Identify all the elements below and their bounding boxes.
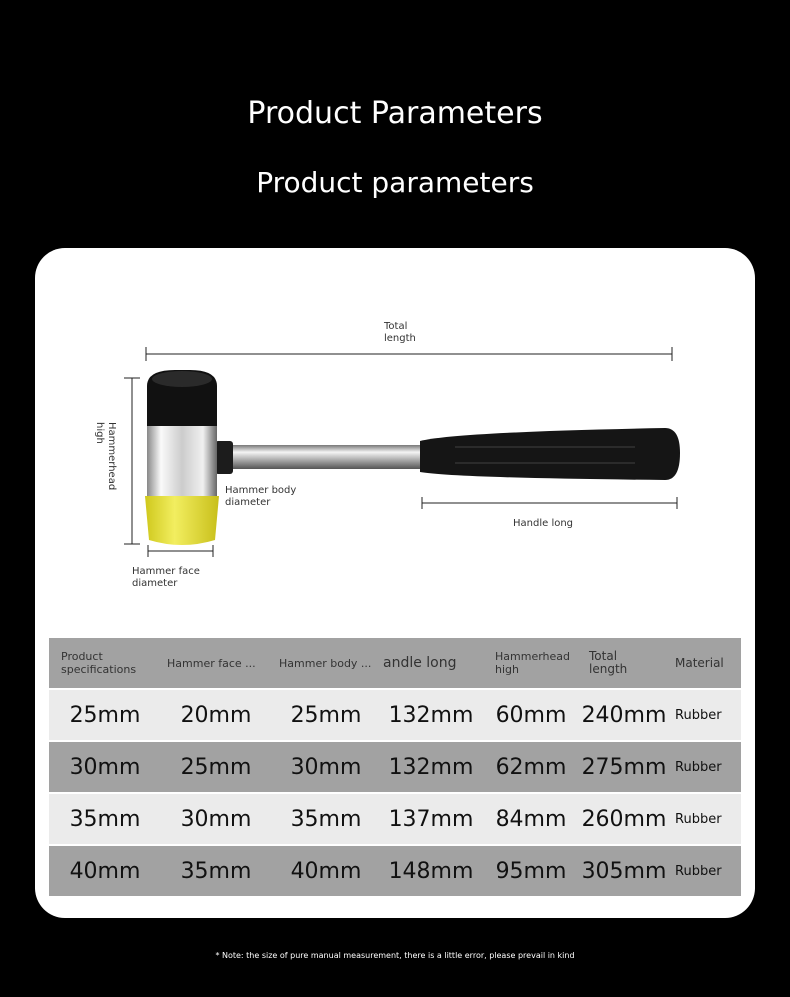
header-hammer-face: Hammer face ... <box>167 656 256 670</box>
cell-material: Rubber <box>675 863 722 879</box>
cell-spec: 25mm <box>69 702 141 728</box>
parameters-table <box>49 638 741 898</box>
table-row <box>49 794 741 844</box>
hammer-collar <box>215 441 233 474</box>
cell-material: Rubber <box>675 759 722 775</box>
cell-total: 305mm <box>581 858 667 884</box>
hammerhead-high-dimension <box>124 378 140 544</box>
table-header <box>49 638 741 688</box>
cell-face: 20mm <box>180 702 252 728</box>
header-material: Material <box>675 655 724 670</box>
cell-total: 275mm <box>581 754 667 780</box>
parameters-card <box>35 248 755 918</box>
cell-spec: 40mm <box>69 858 141 884</box>
cell-material: Rubber <box>675 811 722 827</box>
page-subtitle: Product parameters <box>256 166 534 199</box>
header-handle-long: andle long <box>383 654 457 671</box>
cell-material: Rubber <box>675 707 722 723</box>
table-row <box>49 690 741 740</box>
hammer-body <box>147 420 217 508</box>
header-specifications: Product specifications <box>61 650 137 676</box>
table-row <box>49 742 741 792</box>
page-title: Product Parameters <box>247 96 543 131</box>
cell-handle: 132mm <box>388 702 474 728</box>
cell-body: 35mm <box>290 806 362 832</box>
cell-spec: 35mm <box>69 806 141 832</box>
cell-body: 30mm <box>290 754 362 780</box>
hammer-grip <box>420 428 680 480</box>
hammer-face-dimension <box>148 545 213 557</box>
header-total-length: Total length <box>589 649 628 676</box>
hammer-shaft <box>225 445 430 469</box>
cell-head-high: 95mm <box>495 858 567 884</box>
cell-face: 25mm <box>180 754 252 780</box>
cell-total: 260mm <box>581 806 667 832</box>
measurement-note: * Note: the size of pure manual measurement, there is a little error, please prevail in kind <box>215 951 575 960</box>
hammer-body-diameter-label: Hammer body diameter <box>225 485 297 508</box>
cell-face: 35mm <box>180 858 252 884</box>
cell-handle: 137mm <box>388 806 474 832</box>
cell-body: 25mm <box>290 702 362 728</box>
cell-body: 40mm <box>290 858 362 884</box>
handle-long-dimension <box>422 497 677 509</box>
hammer-diagram <box>35 248 755 628</box>
cell-spec: 30mm <box>69 754 141 780</box>
cell-total: 240mm <box>581 702 667 728</box>
cell-head-high: 60mm <box>495 702 567 728</box>
header-hammerhead-high: Hammerhead high <box>495 650 571 676</box>
cell-handle: 132mm <box>388 754 474 780</box>
total-length-dimension <box>146 347 672 361</box>
cell-head-high: 84mm <box>495 806 567 832</box>
hammerhead-high-label: Hammerhead high <box>94 422 117 491</box>
handle-long-label: Handle long <box>513 518 574 529</box>
header-hammer-body: Hammer body ... <box>279 656 372 670</box>
cell-head-high: 62mm <box>495 754 567 780</box>
table-row <box>49 846 741 896</box>
hammer-face-diameter-label: Hammer face diameter <box>132 566 200 589</box>
hammer-yellow-face <box>145 496 219 545</box>
total-length-label: Total length <box>384 321 416 344</box>
cell-handle: 148mm <box>388 858 474 884</box>
cell-face: 30mm <box>180 806 252 832</box>
